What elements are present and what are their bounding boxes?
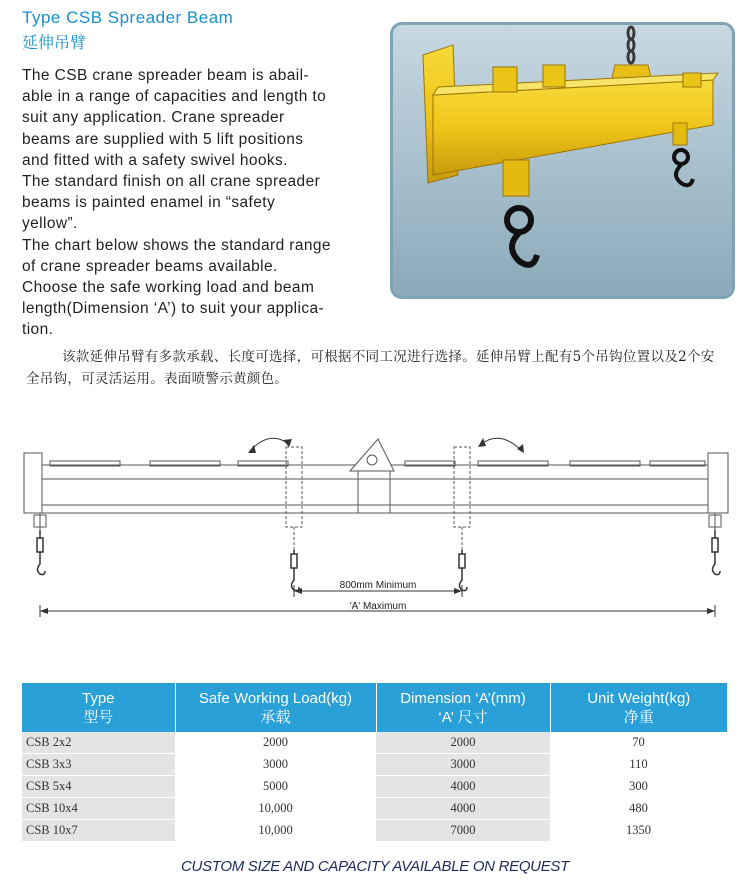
col-header-type: Type 型号 (22, 683, 175, 732)
table-row (22, 754, 727, 776)
description-line: The CSB crane spreader beam is abail- (22, 67, 310, 84)
cell-load: 3000 (175, 754, 376, 776)
cell-load: 10,000 (175, 820, 376, 842)
cell-dimension: 2000 (376, 732, 550, 754)
description (22, 65, 387, 341)
cell-weight: 1350 (550, 820, 727, 842)
cell-weight: 480 (550, 798, 727, 820)
cell-type: CSB 10x4 (22, 798, 175, 820)
chinese-description (26, 346, 726, 390)
cell-type: CSB 3x3 (22, 754, 175, 776)
cell-load: 5000 (175, 776, 376, 798)
dimension-max-label: 'A' Maximum (349, 601, 407, 612)
description-line: tion. (22, 321, 54, 339)
cell-weight: 300 (550, 776, 727, 798)
table-row (22, 798, 727, 820)
cell-load: 10,000 (175, 798, 376, 820)
description-line: of crane spreader beams available. (22, 257, 278, 275)
col-header-dimension: Dimension ‘A’(mm) ‘A’ 尺寸 (376, 683, 550, 732)
description-line: The standard finish on all crane spreader (22, 173, 321, 191)
description-line: and fitted with a safety swivel hooks. (22, 151, 288, 169)
cell-type: CSB 2x2 (22, 732, 175, 754)
cell-weight: 110 (550, 754, 727, 776)
description-line: able in a range of capacities and length to (22, 88, 327, 106)
col-header-weight: Unit Weight(kg) 净重 (550, 683, 727, 732)
table-row (22, 732, 727, 754)
beam-diagram (10, 425, 740, 635)
cell-dimension: 3000 (376, 754, 550, 776)
table-header-row (22, 683, 727, 732)
table-row (22, 776, 727, 798)
chinese-description-text: 该款延伸吊臂有多款承载、长度可选择，可根据不同工况进行选择。延伸吊臂上配有5个吊钩位置以及2个安全吊钩，可灵活运用。表面喷警示黄颜色。 (26, 349, 715, 387)
table-row (22, 820, 727, 842)
footer-note: CUSTOM SIZE AND CAPACITY AVAILABLE ON REQUEST (181, 858, 569, 875)
spec-table (22, 683, 727, 842)
cell-load: 2000 (175, 732, 376, 754)
description-line: The chart below shows the standard range (22, 236, 331, 254)
spreader-beam-image (393, 25, 735, 299)
page-title: Type CSB Spreader Beam (22, 8, 234, 27)
page-title-cn: 延伸吊臂 (22, 33, 87, 52)
cell-type: CSB 10x7 (22, 820, 175, 842)
description-line: suit any application. Crane spreader (22, 109, 285, 127)
description-line: length(Dimension ‘A’) to suit your applica- (22, 300, 325, 318)
description-line: beams are supplied with 5 lift positions (22, 130, 304, 148)
description-line: beams is painted enamel in “safety (22, 194, 276, 212)
cell-dimension: 4000 (376, 776, 550, 798)
cell-dimension: 4000 (376, 798, 550, 820)
description-line: yellow”. (22, 215, 78, 233)
cell-type: CSB 5x4 (22, 776, 175, 798)
product-photo (390, 22, 735, 299)
cell-weight: 70 (550, 732, 727, 754)
cell-dimension: 7000 (376, 820, 550, 842)
dimension-min-label: 800mm Minimum (339, 580, 417, 591)
col-header-load: Safe Working Load(kg) 承载 (175, 683, 376, 732)
description-line: Choose the safe working load and beam (22, 279, 315, 297)
